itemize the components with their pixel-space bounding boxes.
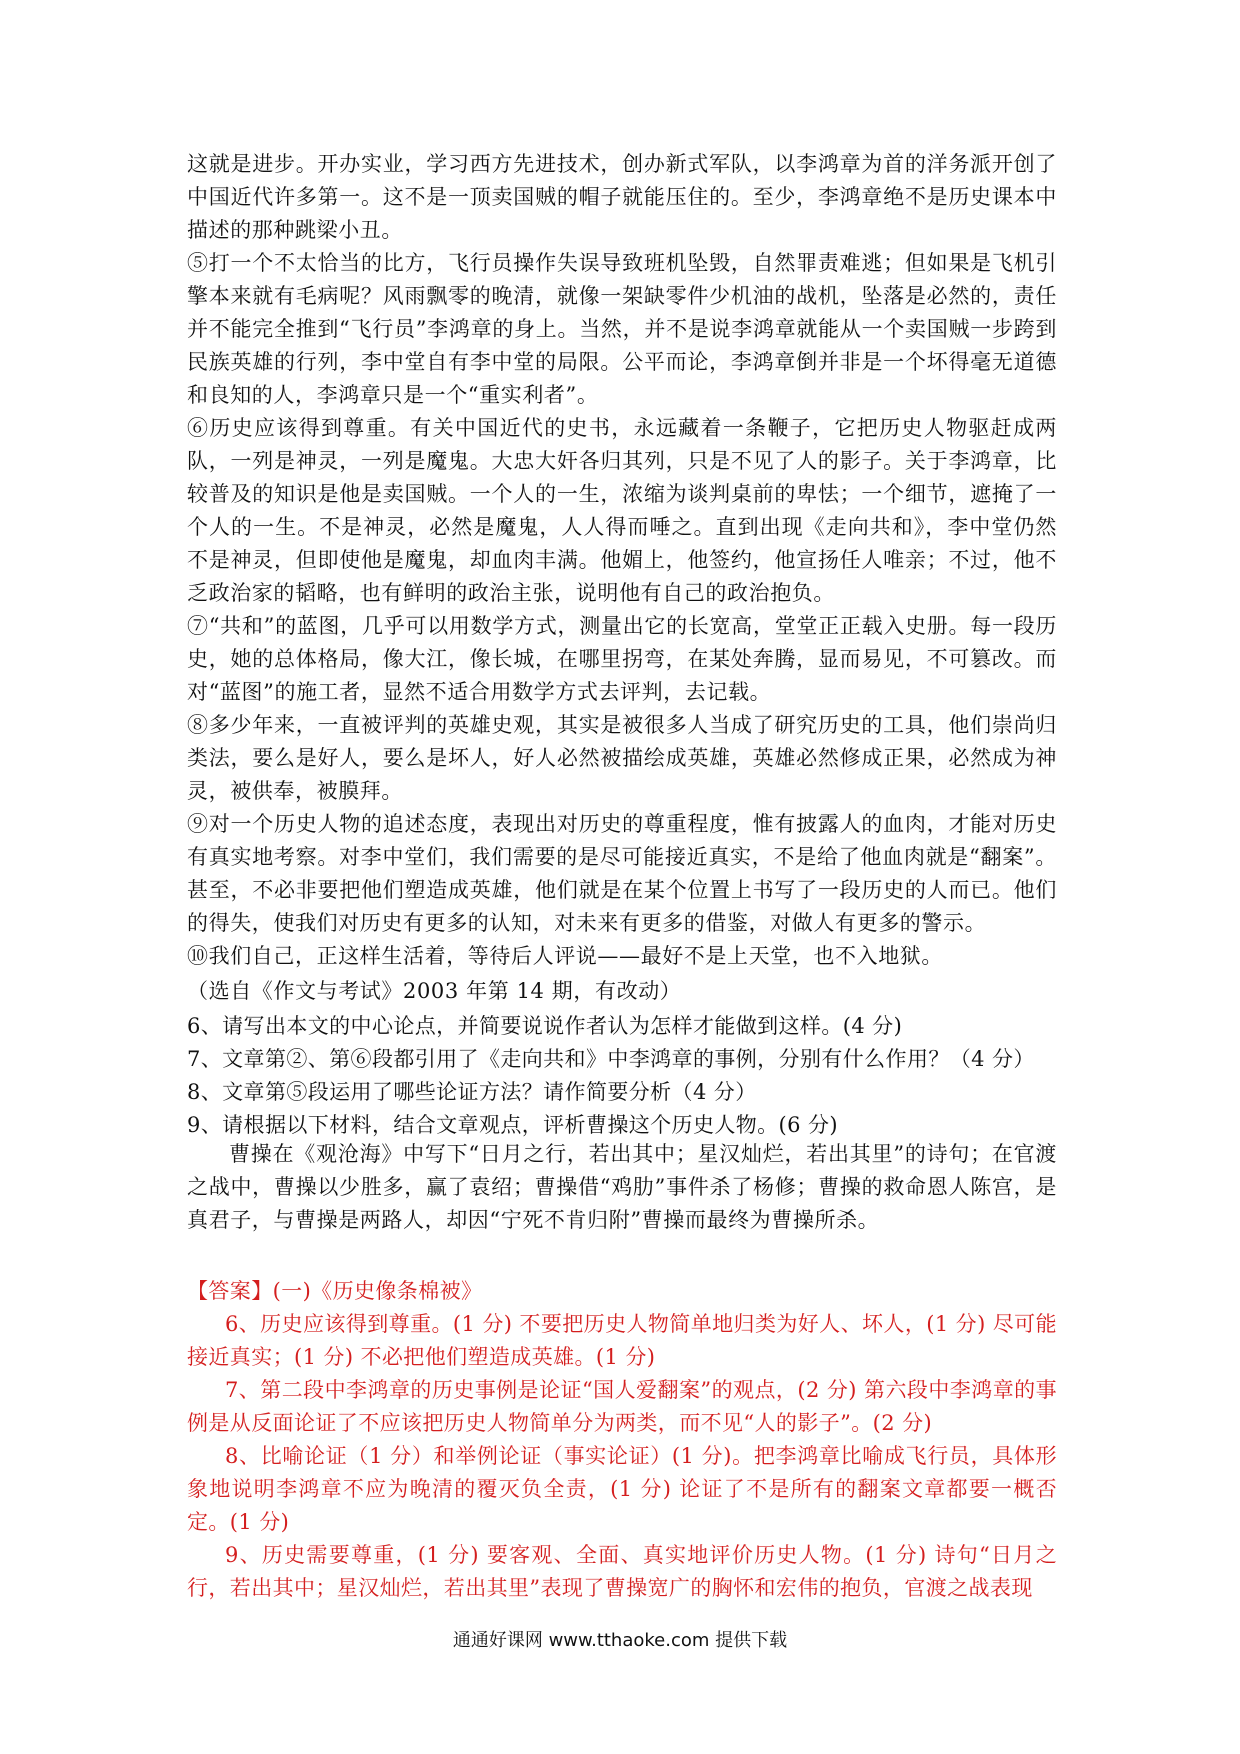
question-8: 8、文章第⑤段运用了哪些论证方法？请作简要分析（4 分） bbox=[187, 1080, 757, 1104]
answer-header: 【答案】(一)《历史像条棉被》 bbox=[187, 1279, 483, 1303]
answer-7: 7、第二段中李鸿章的历史事例是论证“国人爱翻案”的观点，(2 分) 第六段中李鸿章的事例是从反面论证了不应该把历史人物简单分为两类，而不见“人的影子”。(2 分) bbox=[187, 1378, 1057, 1435]
material-text bbox=[187, 1138, 1057, 1237]
paragraph-5: ⑤打一个不太恰当的比方，飞行员操作失误导致班机坠毁，自然罪责难逃；但如果是飞机引擎本来就有毛病呢？风雨飘零的晚清，就像一架缺零件少机油的战机，坠落是必然的，责任并不能完全推到“飞行员”李鸿章的身上。当然，并不是说李鸿章就能从一个卖国贼一步跨到民族英雄的行列，李中堂自有李中堂的局限。公平而论，李鸿章倒并非是一个坏得毫无道德和良知的人，李鸿章只是一个“重实利者”。 bbox=[187, 251, 1057, 407]
question-list bbox=[187, 1010, 1067, 1142]
answer-section bbox=[187, 1275, 1057, 1605]
question-9: 9、请根据以下材料，结合文章观点，评析曹操这个历史人物。(6 分) bbox=[187, 1113, 838, 1137]
answer-6: 6、历史应该得到尊重。(1 分) 不要把历史人物简单地归类为好人、坏人，(1 分) 尽可能接近真实；(1 分) 不必把他们塑造成英雄。(1 分) bbox=[187, 1312, 1057, 1369]
answer-8: 8、比喻论证（1 分）和举例论证（事实论证）(1 分)。把李鸿章比喻成飞行员，具体形象地说明李鸿章不应为晚清的覆灭负全责，(1 分) 论证了不是所有的翻案文章都要一概否定。(1 分) bbox=[187, 1444, 1057, 1534]
answer-9: 9、历史需要尊重，(1 分) 要客观、全面、真实地评价历史人物。(1 分) 诗句“日月之行，若出其中；星汉灿烂，若出其里”表现了曹操宽广的胸怀和宏伟的抱负，官渡之战表现 bbox=[187, 1543, 1057, 1600]
paragraph-8: ⑧多少年来，一直被评判的英雄史观，其实是被很多人当成了研究历史的工具，他们崇尚归类法，要么是好人，要么是坏人，好人必然被描绘成英雄，英雄必然修成正果，必然成为神灵，被供奉，被膜拜。 bbox=[187, 713, 1057, 803]
essay-text bbox=[187, 148, 1057, 1008]
material-paragraph: 曹操在《观沧海》中写下“日月之行，若出其中；星汉灿烂，若出其里”的诗句；在官渡之战中，曹操以少胜多，赢了袁绍；曹操借“鸡肋”事件杀了杨修；曹操的救命恩人陈宫，是真君子，与曹操是两路人，却因“宁死不肯归附”曹操而最终为曹操所杀。 bbox=[187, 1142, 1057, 1232]
paragraph-9: ⑨对一个历史人物的追述态度，表现出对历史的尊重程度，惟有披露人的血肉，才能对历史有真实地考察。对李中堂们，我们需要的是尽可能接近真实，不是给了他血肉就是“翻案”。甚至，不必非要把他们塑造成英雄，他们就是在某个位置上书写了一段历史的人而已。他们的得失，使我们对历史有更多的认知，对未来有更多的借鉴，对做人有更多的警示。 bbox=[187, 812, 1057, 935]
source-citation: （选自《作文与考试》2003 年第 14 期，有改动） bbox=[187, 979, 682, 1003]
question-7: 7、文章第②、第⑥段都引用了《走向共和》中李鸿章的事例，分别有什么作用？（4 分） bbox=[187, 1047, 1035, 1071]
paragraph-10: ⑩我们自己，正这样生活着，等待后人评说——最好不是上天堂，也不入地狱。 bbox=[187, 944, 943, 968]
paragraph-4-end: 这就是进步。开办实业，学习西方先进技术，创办新式军队，以李鸿章为首的洋务派开创了中国近代许多第一。这不是一顶卖国贼的帽子就能压住的。至少，李鸿章绝不是历史课本中描述的那种跳梁小丑。 bbox=[187, 152, 1057, 242]
question-6: 6、请写出本文的中心论点，并简要说说作者认为怎样才能做到这样。(4 分) bbox=[187, 1014, 903, 1038]
page-footer: 通通好课网 www.tthaoke.com 提供下载 bbox=[452, 1630, 788, 1651]
paragraph-6: ⑥历史应该得到尊重。有关中国近代的史书，永远藏着一条鞭子，它把历史人物驱赶成两队，一列是神灵，一列是魔鬼。大忠大奸各归其列，只是不见了人的影子。关于李鸿章，比较普及的知识是他是卖国贼。一个人的一生，浓缩为谈判桌前的卑怯；一个细节，遮掩了一个人的一生。不是神灵，必然是魔鬼，人人得而唾之。直到出现《走向共和》，李中堂仍然不是神灵，但即使他是魔鬼，却血肉丰满。他媚上，他签约，他宣扬任人唯亲；不过，他不乏政治家的韬略，也有鲜明的政治主张，说明他有自己的政治抱负。 bbox=[187, 416, 1057, 605]
paragraph-7: ⑦“共和”的蓝图，几乎可以用数学方式，测量出它的长宽高，堂堂正正载入史册。每一段历史，她的总体格局，像大江，像长城，在哪里拐弯，在某处奔腾，显而易见，不可篡改。而对“蓝图”的施工者，显然不适合用数学方式去评判，去记载。 bbox=[187, 614, 1057, 704]
